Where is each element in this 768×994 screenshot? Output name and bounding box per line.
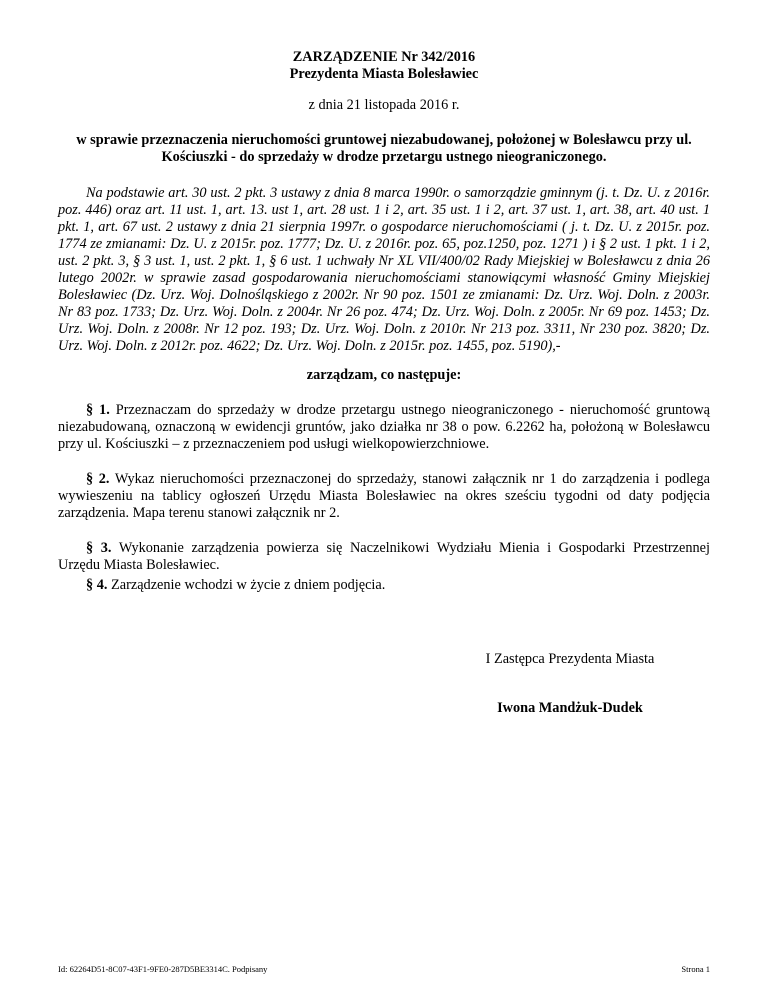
document-title xyxy=(0,49,768,83)
paragraph-1-text: Przeznaczam do sprzedaży w drodze przetargu ustnego nieograniczonego - nieruchomość gruntową niezabudowaną, oznaczoną w ewidencji gruntów, jako działka nr 38 o pow. 6.2262 ha, położoną w Bolesławcu przy ul. Kościuszki – z przeznaczeniem pod usługi wielkopowierzchniowe. xyxy=(58,402,710,452)
paragraph-3-label: § 3. xyxy=(86,540,112,556)
paragraph-2-label: § 2. xyxy=(86,471,110,487)
legal-basis-preamble: Na podstawie art. 30 ust. 2 pkt. 3 ustawy z dnia 8 marca 1990r. o samorządzie gminnym (j. t. Dz. U. z 2016r. poz. 446) oraz art. 11 ust. 1, art. 13. ust 1, art. 28 ust. 1 i 2, art. 35 ust. 1 i 2, art. 37 ust. 1, art. 38, art. 40 ust. 1 pkt. 1, art. 67 ust. 2 ustawy z dnia 21 sierpnia 1997r. o gospodarce nieruchomościami ( j. t. Dz. U. z 2015r. poz. 1774 ze zmianami: Dz. U. z 2015r. poz. 1777; Dz. U. z 2016r. poz. 65, poz.1250, poz. 1271 ) i § 2 ust. 1 pkt. 1 i 2, ust. 2 pkt. 3, § 3 ust. 1, ust. 2 pkt. 1, § 6 ust. 1 uchwały Nr XL VII/400/02 Rady Miejskiej w Bolesławcu z dnia 26 lutego 2002r. w sprawie zasad gospodarowania nieruchomościami stanowiącymi własność Gminy Miejskiej Bolesławiec (Dz. Urz. Woj. Dolnośląskiego z 2002r. Nr 90 poz. 1501 ze zmianami: Dz. Urz. Woj. Doln. z 2003r. Nr 83 poz. 1733; Dz. Urz. Woj. Doln. z 2004r. Nr 26 poz. 474; Dz. Urz. Woj. Doln. z 2005r. Nr 69 poz. 1453; Dz. Urz. Woj. Doln. z 2008r. Nr 12 poz. 193; Dz. Urz. Woj. Doln. z 2010r. Nr 213 poz. 3311, Nr 230 poz. 3820; Dz. Urz. Woj. Doln. z 2012r. poz. 4622; Dz. Urz. Woj. Doln. z 2015r. poz. 1455, poz. 5190),- xyxy=(58,185,710,354)
document-date: z dnia 21 listopada 2016 r. xyxy=(308,97,460,113)
footer-document-id: Id: 62264D51-8C07-43F1-9FE0-287D5BE3314C. Podpisany xyxy=(58,964,268,974)
paragraph-4-text: Zarządzenie wchodzi w życie z dniem podjęcia. xyxy=(111,577,386,593)
paragraph-1 xyxy=(58,402,710,453)
signer-role: I Zastępca Prezydenta Miasta xyxy=(485,651,655,667)
paragraph-2-text: Wykaz nieruchomości przeznaczonej do sprzedaży, stanowi załącznik nr 1 do zarządzenia i podlega wywieszeniu na tablicy ogłoszeń Urzędu Miasta Bolesławiec na okres sześciu tygodni od daty podjęcia zarządzenia. Mapa terenu stanowi załącznik nr 2. xyxy=(58,471,710,521)
paragraph-3-text: Wykonanie zarządzenia powierza się Naczelnikowi Wydziału Mienia i Gospodarki Przestrzennej Urzędu Miasta Bolesławiec. xyxy=(58,540,710,573)
paragraph-1-label: § 1. xyxy=(86,402,110,418)
paragraph-4-label: § 4. xyxy=(86,577,108,593)
document-subject: w sprawie przeznaczenia nieruchomości gruntowej niezabudowanej, położonej w Bolesławcu przy ul. Kościuszki - do sprzedaży w drodze przetargu ustnego nieograniczonego. xyxy=(76,132,692,165)
paragraph-3 xyxy=(58,540,710,574)
title-line-1: ZARZĄDZENIE Nr 342/2016 xyxy=(292,49,476,65)
signer-name: Iwona Mandżuk-Dudek xyxy=(497,700,643,716)
paragraph-4 xyxy=(58,577,710,594)
decree-statement: zarządzam, co następuje: xyxy=(306,367,462,383)
title-line-2: Prezydenta Miasta Bolesławiec xyxy=(289,66,479,82)
paragraph-2 xyxy=(58,471,710,522)
footer-page-number: Strona 1 xyxy=(681,964,710,974)
